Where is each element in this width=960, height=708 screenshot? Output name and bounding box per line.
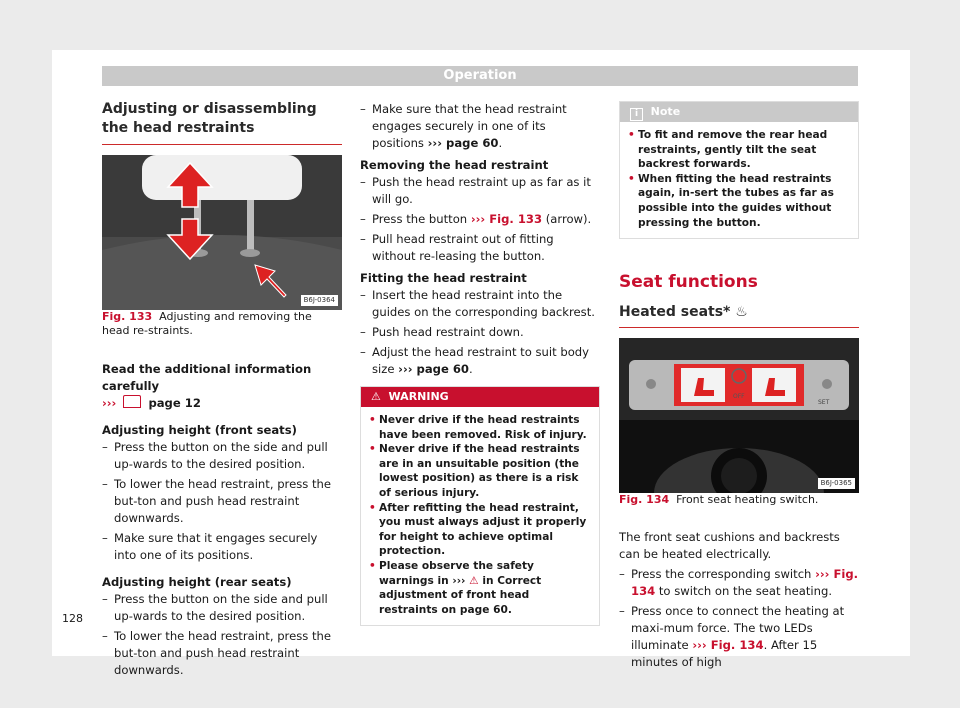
warning-header [361, 387, 599, 407]
list-item: – Push head restraint down. [360, 324, 600, 341]
warning-body [361, 407, 599, 625]
figure-badge: B6J-0365 [818, 478, 855, 489]
section-title: Adjusting or disassembling the head restraints [102, 101, 317, 136]
read-more [102, 361, 342, 412]
section-divider [102, 144, 342, 145]
list-item: – Pull head restraint out of fitting without re-leasing the button. [360, 231, 600, 265]
figure-caption [102, 310, 342, 338]
figure-number: Fig. 133 [102, 310, 153, 323]
note-box [619, 101, 859, 239]
figure-badge: B6J-0364 [301, 295, 338, 306]
section-title [619, 303, 859, 322]
page-link[interactable]: ››› page 60 [398, 362, 469, 376]
section-divider [619, 327, 859, 328]
book-icon [123, 395, 141, 408]
middle-column [360, 101, 600, 626]
list-item: – Adjust the head restraint to suit body size ››› page 60. [360, 344, 600, 378]
warning-text-tail: in Correct adjustment of front head restraints on page 60. [379, 574, 542, 616]
fitting-title: Fitting the head restraint [360, 271, 527, 285]
warning-icon: ⚠ [371, 390, 381, 403]
list-item: – Press the button on the side and pull up-wards to the desired position. [102, 591, 342, 625]
list-item: – To lower the head restraint, press the but-ton and push head restraint downwards. [102, 476, 342, 527]
list-item-tail: (arrow). [545, 212, 592, 226]
figure-link[interactable]: ››› Fig. 134 [692, 638, 764, 653]
list-item [619, 566, 859, 600]
page-number: 128 [62, 612, 83, 625]
note-item: • To fit and remove the rear head restraints, gently tilt the seat backrest forwards. [628, 128, 850, 172]
note-body [620, 122, 858, 238]
note-label: Note [650, 105, 681, 118]
figure-133 [102, 155, 342, 310]
left-column [102, 100, 342, 679]
read-more-text: Read the additional information carefully [102, 362, 312, 393]
list-item-text: Press the button [372, 212, 468, 226]
warning-item: • Never drive if the head restraints have been removed. Risk of injury. [369, 413, 591, 442]
figure-caption [619, 493, 859, 507]
body-paragraph: The front seat cushions and backrests can be heated electrically. [619, 530, 840, 562]
warning-arrow[interactable]: ››› [452, 574, 466, 587]
set-label: SET [818, 399, 830, 407]
page-header: Operation [102, 66, 858, 86]
figure-link[interactable]: ››› Fig. 133 [470, 212, 543, 226]
head-restraint-illustration [102, 155, 342, 310]
list-item [360, 211, 600, 228]
list-item: – Press the button on the side and pull up-wards to the desired position. [102, 439, 342, 473]
list-item-text: Adjust the head restraint to suit body size [372, 345, 590, 376]
warning-label: WARNING [388, 390, 449, 403]
warning-item [369, 559, 591, 617]
note-header [620, 102, 858, 122]
list-item: – To lower the head restraint, press the but-ton and push head restraint downwards. [102, 628, 342, 679]
list-item-text: Make sure that the head restraint engages securely in one of its positions [372, 102, 567, 150]
list-item-text: Press once to connect the heating at maxi-mum force. The two LEDs illuminate [631, 604, 845, 653]
list-item: – Insert the head restraint into the guides on the corresponding backrest. [360, 287, 600, 321]
figure-134 [619, 338, 859, 493]
list-item [619, 603, 859, 671]
list-item-tail: . After 15 minutes of high [631, 638, 818, 670]
list-item: – Push the head restraint up as far as it will go. [360, 174, 600, 208]
seat-icon: ♨ [735, 304, 748, 321]
warning-item: • After refitting the head restraint, you must always adjust it properly for height to achieve optimal protection. [369, 501, 591, 559]
warning-box [360, 386, 600, 626]
section-title-text: Heated seats* [619, 304, 731, 321]
list-item: – Make sure that it engages securely into one of its positions. [102, 530, 342, 564]
figure-number: Fig. 134 [619, 493, 670, 507]
rear-seats-title: Adjusting height (rear seats) [102, 575, 292, 589]
read-more-page[interactable]: page 12 [148, 396, 201, 410]
warning-triangle-icon: ⚠ [469, 574, 479, 587]
info-icon: i [630, 108, 643, 121]
figure-caption-text: Front seat heating switch. [676, 493, 819, 507]
list-item-text: Press the corresponding switch [631, 567, 812, 582]
page-link[interactable]: ››› page 60 [427, 136, 499, 150]
figure-link[interactable]: ››› Fig. 134 [631, 567, 859, 599]
warning-text: Please observe the safety warnings in [379, 559, 534, 587]
chapter-title: Seat functions [619, 272, 758, 293]
seat-heating-switch-illustration [619, 338, 859, 493]
warning-item: • Never drive if the head restraints are in an unsuitable position (the lowest position) as there is a risk of serious injury. [369, 442, 591, 500]
list-item: – Make sure that the head restraint engages securely in one of its positions ››› page 60. [360, 101, 600, 152]
front-seats-title: Adjusting height (front seats) [102, 423, 297, 437]
removing-title: Removing the head restraint [360, 158, 549, 172]
right-column [619, 101, 859, 671]
read-more-arrow[interactable]: ››› [102, 396, 117, 410]
list-item-tail: to switch on the seat heating. [658, 584, 833, 599]
note-item: • When fitting the head restraints again, in-sert the tubes as far as possible into the guides without pressing the button. [628, 172, 850, 230]
figure-caption-text: Adjusting and removing the head re-straints. [102, 310, 312, 337]
off-label: OFF [733, 393, 745, 401]
